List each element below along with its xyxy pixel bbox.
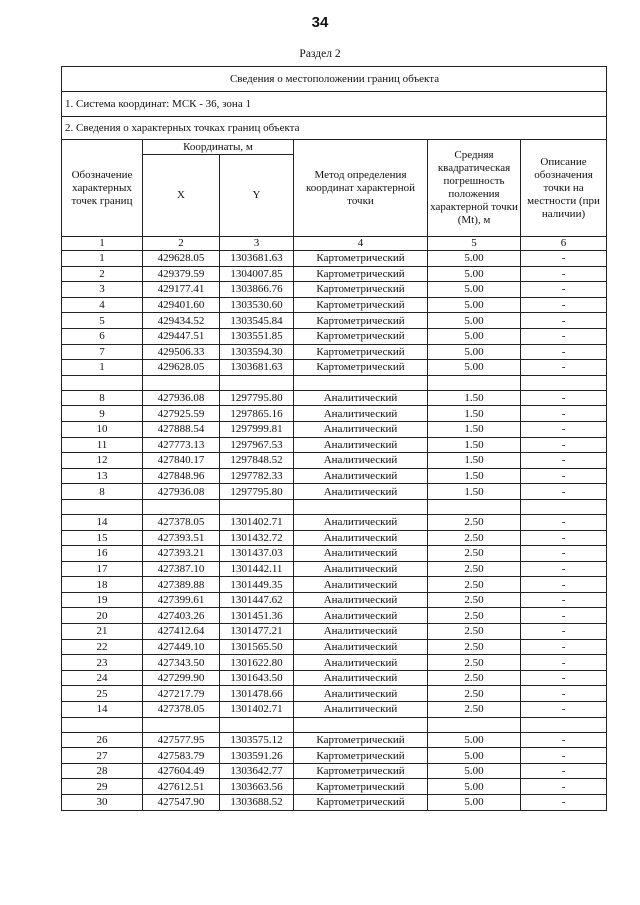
- coord-y: 1301478.66: [220, 686, 294, 702]
- table-row: [62, 577, 607, 593]
- empty-cell: [220, 717, 294, 732]
- description: -: [521, 251, 607, 267]
- description: -: [521, 390, 607, 406]
- description: -: [521, 344, 607, 360]
- column-number: 3: [220, 237, 294, 251]
- description: -: [521, 624, 607, 640]
- header-y: Y: [220, 155, 294, 237]
- coord-y: 1303688.52: [220, 795, 294, 811]
- coord-y: 1303866.76: [220, 282, 294, 298]
- coord-y: 1301402.71: [220, 702, 294, 718]
- column-numbers-row: [62, 237, 607, 251]
- error: 2.50: [428, 592, 521, 608]
- coord-x: 427925.59: [143, 406, 220, 422]
- error: 2.50: [428, 561, 521, 577]
- coord-x: 427773.13: [143, 437, 220, 453]
- coord-y: 1303545.84: [220, 313, 294, 329]
- method: Аналитический: [294, 592, 428, 608]
- table-row: [62, 406, 607, 422]
- empty-cell: [428, 499, 521, 514]
- point-id: 21: [62, 624, 143, 640]
- description: -: [521, 686, 607, 702]
- empty-cell: [143, 499, 220, 514]
- description: -: [521, 468, 607, 484]
- point-id: 15: [62, 530, 143, 546]
- table-row: [62, 468, 607, 484]
- coord-y: 1301437.03: [220, 546, 294, 562]
- table-row: [62, 484, 607, 500]
- error: 5.00: [428, 328, 521, 344]
- coord-x: 427299.90: [143, 670, 220, 686]
- table-row: [62, 655, 607, 671]
- point-id: 30: [62, 795, 143, 811]
- coord-x: 427888.54: [143, 421, 220, 437]
- group-separator-row: [62, 499, 607, 514]
- coord-x: 429506.33: [143, 344, 220, 360]
- description: -: [521, 577, 607, 593]
- description: -: [521, 453, 607, 469]
- description: -: [521, 702, 607, 718]
- table-row: [62, 779, 607, 795]
- table-row: [62, 297, 607, 313]
- column-number: 5: [428, 237, 521, 251]
- table-row: [62, 732, 607, 748]
- coord-y: 1301449.35: [220, 577, 294, 593]
- empty-cell: [62, 499, 143, 514]
- point-id: 10: [62, 421, 143, 437]
- error: 5.00: [428, 732, 521, 748]
- point-id: 4: [62, 297, 143, 313]
- group-separator-row: [62, 717, 607, 732]
- method: Картометрический: [294, 360, 428, 376]
- description: -: [521, 530, 607, 546]
- error: 1.50: [428, 390, 521, 406]
- table-row: [62, 702, 607, 718]
- coord-x: 427612.51: [143, 779, 220, 795]
- empty-cell: [62, 717, 143, 732]
- points-heading: 2. Сведения о характерных точках границ объекта: [62, 117, 607, 140]
- coord-y: 1301622.80: [220, 655, 294, 671]
- description: -: [521, 670, 607, 686]
- error: 2.50: [428, 702, 521, 718]
- coord-x: 429447.51: [143, 328, 220, 344]
- empty-cell: [521, 499, 607, 514]
- coord-y: 1297865.16: [220, 406, 294, 422]
- coord-y: 1303575.12: [220, 732, 294, 748]
- description: -: [521, 732, 607, 748]
- point-id: 8: [62, 390, 143, 406]
- method: Картометрический: [294, 251, 428, 267]
- table-row: [62, 514, 607, 530]
- coord-x: 427583.79: [143, 748, 220, 764]
- coord-x: 427378.05: [143, 514, 220, 530]
- method: Аналитический: [294, 546, 428, 562]
- header-description: Описание обозначения точки на местности (при наличии): [521, 140, 607, 237]
- error: 1.50: [428, 406, 521, 422]
- table-title: Сведения о местоположении границ объекта: [62, 67, 607, 92]
- error: 2.50: [428, 639, 521, 655]
- coord-x: 427547.90: [143, 795, 220, 811]
- point-id: 14: [62, 702, 143, 718]
- column-number: 2: [143, 237, 220, 251]
- table-row: [62, 251, 607, 267]
- empty-cell: [62, 375, 143, 390]
- column-number: 4: [294, 237, 428, 251]
- method: Аналитический: [294, 702, 428, 718]
- description: -: [521, 592, 607, 608]
- header-method: Метод определения координат характерной точки: [294, 140, 428, 237]
- empty-cell: [521, 375, 607, 390]
- empty-cell: [294, 717, 428, 732]
- empty-cell: [294, 499, 428, 514]
- description: -: [521, 763, 607, 779]
- point-id: 16: [62, 546, 143, 562]
- method: Картометрический: [294, 748, 428, 764]
- point-id: 20: [62, 608, 143, 624]
- table-row: [62, 328, 607, 344]
- coord-x: 427848.96: [143, 468, 220, 484]
- coord-x: 427217.79: [143, 686, 220, 702]
- coord-y: 1301402.71: [220, 514, 294, 530]
- point-id: 1: [62, 251, 143, 267]
- empty-cell: [294, 375, 428, 390]
- description: -: [521, 748, 607, 764]
- description: -: [521, 655, 607, 671]
- description: -: [521, 266, 607, 282]
- group-separator-row: [62, 375, 607, 390]
- section-label: Раздел 2: [299, 48, 341, 60]
- table-row: [62, 530, 607, 546]
- point-id: 14: [62, 514, 143, 530]
- description: -: [521, 779, 607, 795]
- coord-x: 427378.05: [143, 702, 220, 718]
- coord-x: 429379.59: [143, 266, 220, 282]
- method: Картометрический: [294, 282, 428, 298]
- table-row: [62, 561, 607, 577]
- point-id: 22: [62, 639, 143, 655]
- error: 2.50: [428, 530, 521, 546]
- header-coords: Координаты, м: [143, 140, 294, 155]
- method: Аналитический: [294, 608, 428, 624]
- error: 5.00: [428, 763, 521, 779]
- error: 1.50: [428, 453, 521, 469]
- description: -: [521, 561, 607, 577]
- table-row: [62, 266, 607, 282]
- description: -: [521, 437, 607, 453]
- method: Аналитический: [294, 437, 428, 453]
- header-point: Обозначение характерных точек границ: [62, 140, 143, 237]
- coord-x: 429434.52: [143, 313, 220, 329]
- coord-x: 429177.41: [143, 282, 220, 298]
- error: 2.50: [428, 670, 521, 686]
- error: 2.50: [428, 655, 521, 671]
- method: Картометрический: [294, 328, 428, 344]
- coord-y: 1301565.50: [220, 639, 294, 655]
- table-row: [62, 748, 607, 764]
- method: Аналитический: [294, 530, 428, 546]
- empty-cell: [143, 717, 220, 732]
- coord-x: 427936.08: [143, 484, 220, 500]
- description: -: [521, 639, 607, 655]
- point-id: 28: [62, 763, 143, 779]
- description: -: [521, 514, 607, 530]
- error: 5.00: [428, 251, 521, 267]
- description: -: [521, 297, 607, 313]
- point-id: 27: [62, 748, 143, 764]
- table-row: [62, 360, 607, 376]
- page-number: 34: [311, 14, 329, 31]
- table-row: [62, 686, 607, 702]
- table-row: [62, 282, 607, 298]
- method: Аналитический: [294, 686, 428, 702]
- description: -: [521, 282, 607, 298]
- point-id: 26: [62, 732, 143, 748]
- method: Картометрический: [294, 297, 428, 313]
- coord-x: 427840.17: [143, 453, 220, 469]
- empty-cell: [143, 375, 220, 390]
- error: 1.50: [428, 421, 521, 437]
- coord-x: 427399.61: [143, 592, 220, 608]
- point-id: 5: [62, 313, 143, 329]
- coord-y: 1303663.56: [220, 779, 294, 795]
- method: Аналитический: [294, 670, 428, 686]
- coord-y: 1304007.85: [220, 266, 294, 282]
- error: 2.50: [428, 514, 521, 530]
- coord-x: 427343.50: [143, 655, 220, 671]
- error: 2.50: [428, 546, 521, 562]
- coord-x: 429628.05: [143, 360, 220, 376]
- empty-cell: [428, 375, 521, 390]
- coord-y: 1301442.11: [220, 561, 294, 577]
- method: Аналитический: [294, 577, 428, 593]
- point-id: 8: [62, 484, 143, 500]
- coord-x: 427449.10: [143, 639, 220, 655]
- coord-y: 1301643.50: [220, 670, 294, 686]
- empty-cell: [428, 717, 521, 732]
- point-id: 7: [62, 344, 143, 360]
- error: 5.00: [428, 344, 521, 360]
- coord-y: 1303551.85: [220, 328, 294, 344]
- table-row: [62, 313, 607, 329]
- error: 5.00: [428, 313, 521, 329]
- description: -: [521, 328, 607, 344]
- method: Картометрический: [294, 344, 428, 360]
- method: Аналитический: [294, 390, 428, 406]
- coord-y: 1303591.26: [220, 748, 294, 764]
- error: 1.50: [428, 484, 521, 500]
- point-id: 9: [62, 406, 143, 422]
- coord-x: 429401.60: [143, 297, 220, 313]
- coord-x: 427387.10: [143, 561, 220, 577]
- empty-cell: [220, 499, 294, 514]
- coord-x: 427577.95: [143, 732, 220, 748]
- table-row: [62, 592, 607, 608]
- error: 2.50: [428, 686, 521, 702]
- method: Картометрический: [294, 763, 428, 779]
- coord-y: 1303530.60: [220, 297, 294, 313]
- point-id: 25: [62, 686, 143, 702]
- table-row: [62, 421, 607, 437]
- header-error: Средняя квадратическая погрешность положения характерной точки (Mt), м: [428, 140, 521, 237]
- table-row: [62, 624, 607, 640]
- method: Аналитический: [294, 561, 428, 577]
- error: 5.00: [428, 282, 521, 298]
- point-id: 23: [62, 655, 143, 671]
- method: Аналитический: [294, 421, 428, 437]
- method: Картометрический: [294, 266, 428, 282]
- column-number: 6: [521, 237, 607, 251]
- method: Картометрический: [294, 313, 428, 329]
- point-id: 6: [62, 328, 143, 344]
- coord-x: 429628.05: [143, 251, 220, 267]
- method: Аналитический: [294, 468, 428, 484]
- method: Картометрический: [294, 779, 428, 795]
- description: -: [521, 406, 607, 422]
- coord-y: 1301477.21: [220, 624, 294, 640]
- method: Аналитический: [294, 406, 428, 422]
- point-id: 12: [62, 453, 143, 469]
- coord-system: 1. Система координат: МСК - 36, зона 1: [62, 92, 607, 117]
- coord-y: 1303681.63: [220, 360, 294, 376]
- coord-x: 427604.49: [143, 763, 220, 779]
- method: Аналитический: [294, 639, 428, 655]
- error: 5.00: [428, 360, 521, 376]
- coord-y: 1301447.62: [220, 592, 294, 608]
- error: 2.50: [428, 608, 521, 624]
- error: 5.00: [428, 748, 521, 764]
- coord-y: 1297795.80: [220, 390, 294, 406]
- method: Картометрический: [294, 732, 428, 748]
- method: Аналитический: [294, 514, 428, 530]
- method: Картометрический: [294, 795, 428, 811]
- empty-cell: [521, 717, 607, 732]
- coord-y: 1303642.77: [220, 763, 294, 779]
- point-id: 2: [62, 266, 143, 282]
- method: Аналитический: [294, 453, 428, 469]
- coord-y: 1297999.81: [220, 421, 294, 437]
- description: -: [521, 360, 607, 376]
- description: -: [521, 484, 607, 500]
- description: -: [521, 546, 607, 562]
- error: 1.50: [428, 437, 521, 453]
- header-x: X: [143, 155, 220, 237]
- table-row: [62, 437, 607, 453]
- point-id: 19: [62, 592, 143, 608]
- table-row: [62, 795, 607, 811]
- coord-y: 1301432.72: [220, 530, 294, 546]
- error: 5.00: [428, 266, 521, 282]
- table-row: [62, 670, 607, 686]
- method: Аналитический: [294, 655, 428, 671]
- coord-x: 427403.26: [143, 608, 220, 624]
- table-row: [62, 639, 607, 655]
- empty-cell: [220, 375, 294, 390]
- point-id: 17: [62, 561, 143, 577]
- error: 5.00: [428, 297, 521, 313]
- point-id: 1: [62, 360, 143, 376]
- point-id: 11: [62, 437, 143, 453]
- coord-y: 1303594.30: [220, 344, 294, 360]
- error: 2.50: [428, 577, 521, 593]
- column-number: 1: [62, 237, 143, 251]
- table-row: [62, 390, 607, 406]
- description: -: [521, 421, 607, 437]
- error: 5.00: [428, 795, 521, 811]
- coord-x: 427412.64: [143, 624, 220, 640]
- error: 5.00: [428, 779, 521, 795]
- description: -: [521, 608, 607, 624]
- coord-y: 1303681.63: [220, 251, 294, 267]
- error: 1.50: [428, 468, 521, 484]
- coord-y: 1297848.52: [220, 453, 294, 469]
- coord-x: 427389.88: [143, 577, 220, 593]
- coord-x: 427936.08: [143, 390, 220, 406]
- coord-y: 1297795.80: [220, 484, 294, 500]
- coord-y: 1301451.36: [220, 608, 294, 624]
- point-id: 29: [62, 779, 143, 795]
- coord-x: 427393.51: [143, 530, 220, 546]
- description: -: [521, 795, 607, 811]
- point-id: 3: [62, 282, 143, 298]
- table-row: [62, 608, 607, 624]
- method: Аналитический: [294, 484, 428, 500]
- boundary-points-table: [61, 66, 607, 811]
- coord-x: 427393.21: [143, 546, 220, 562]
- table-row: [62, 763, 607, 779]
- error: 2.50: [428, 624, 521, 640]
- coord-y: 1297967.53: [220, 437, 294, 453]
- method: Аналитический: [294, 624, 428, 640]
- point-id: 13: [62, 468, 143, 484]
- table-row: [62, 344, 607, 360]
- point-id: 24: [62, 670, 143, 686]
- description: -: [521, 313, 607, 329]
- coord-y: 1297782.33: [220, 468, 294, 484]
- point-id: 18: [62, 577, 143, 593]
- table-row: [62, 453, 607, 469]
- table-row: [62, 546, 607, 562]
